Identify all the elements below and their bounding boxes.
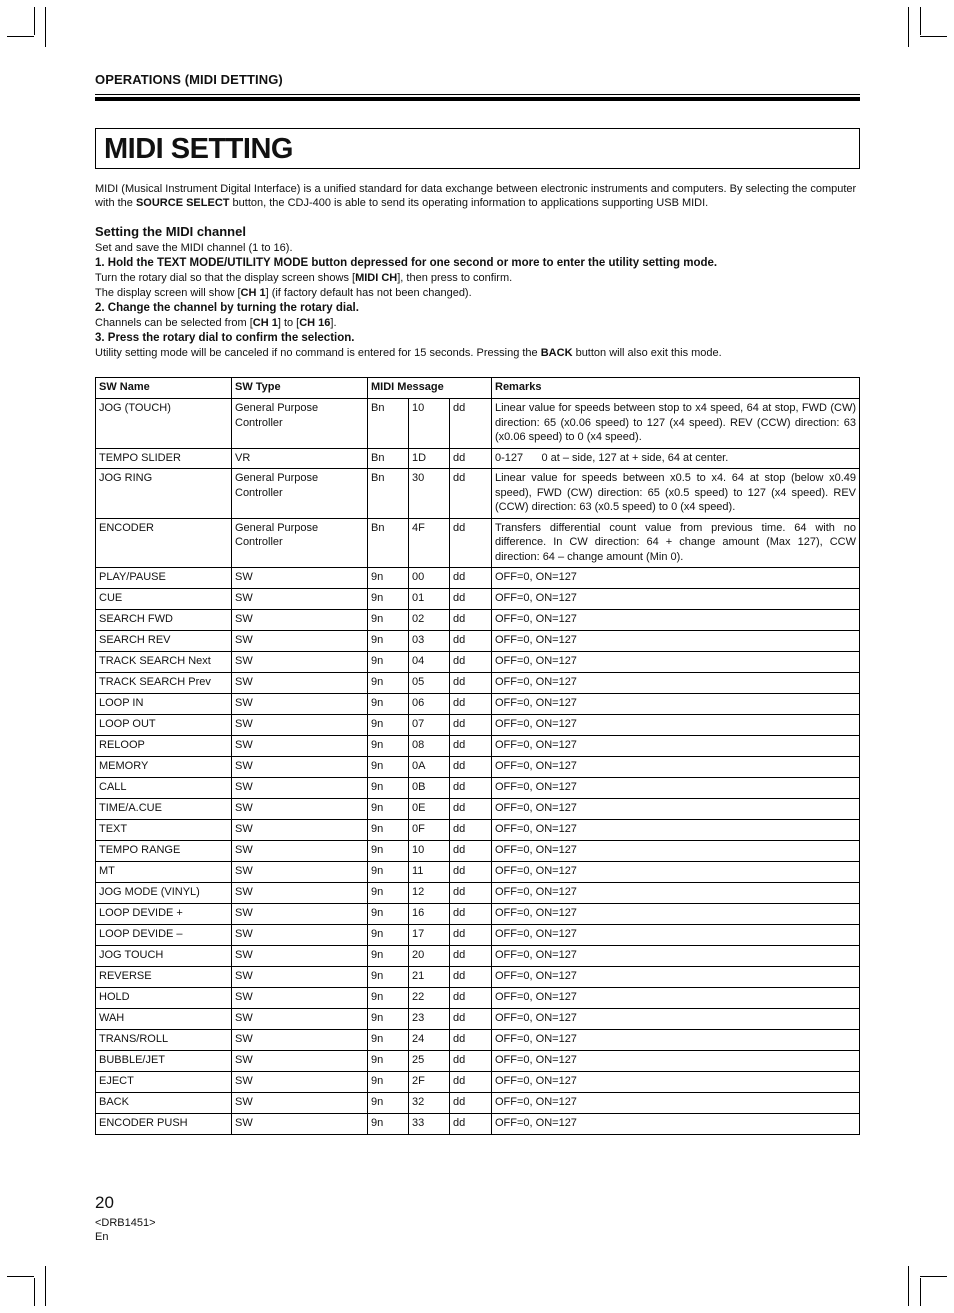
cell-sw-name: SEARCH FWD: [96, 610, 232, 631]
cell-midi-status: 9n: [368, 568, 409, 589]
cell-remarks: OFF=0, ON=127: [492, 1072, 860, 1093]
cell-midi-status: 9n: [368, 736, 409, 757]
step-3-text: Utility setting mode will be canceled if no command is entered for 15 seconds. Pressing the BACK button will also exit this mode.: [95, 347, 722, 359]
cell-midi-value: dd: [450, 715, 492, 736]
cell-sw-name: CALL: [96, 778, 232, 799]
cell-sw-name: HOLD: [96, 988, 232, 1009]
cell-midi-number: 24: [409, 1030, 450, 1051]
cell-midi-value: dd: [450, 967, 492, 988]
cell-sw-name: SEARCH REV: [96, 631, 232, 652]
table-row: [96, 518, 860, 568]
cell-remarks: OFF=0, ON=127: [492, 610, 860, 631]
table-row: [96, 757, 860, 778]
cell-remarks: OFF=0, ON=127: [492, 1051, 860, 1072]
table-row: [96, 568, 860, 589]
page-title-box: [95, 128, 860, 169]
cell-midi-value: dd: [450, 1114, 492, 1135]
cell-midi-status: 9n: [368, 946, 409, 967]
cell-midi-number: 06: [409, 694, 450, 715]
cell-midi-status: Bn: [368, 399, 409, 449]
table-row: [96, 715, 860, 736]
cell-midi-number: 2F: [409, 1072, 450, 1093]
cell-sw-type: SW: [232, 862, 368, 883]
cell-sw-type: SW: [232, 652, 368, 673]
cell-sw-name: LOOP IN: [96, 694, 232, 715]
cell-remarks: OFF=0, ON=127: [492, 1114, 860, 1135]
step-2-text: Channels can be selected from [CH 1] to [CH 16].: [95, 317, 337, 329]
cell-sw-type: SW: [232, 1072, 368, 1093]
cell-midi-value: dd: [450, 757, 492, 778]
cell-remarks: OFF=0, ON=127: [492, 988, 860, 1009]
subsection-intro: Set and save the MIDI channel (1 to 16).: [95, 242, 293, 254]
cell-sw-type: General Purpose Controller: [232, 518, 368, 568]
cell-remarks: OFF=0, ON=127: [492, 799, 860, 820]
table-row: [96, 1030, 860, 1051]
cell-midi-status: 9n: [368, 862, 409, 883]
cell-midi-status: 9n: [368, 1030, 409, 1051]
cell-sw-name: TEMPO RANGE: [96, 841, 232, 862]
cell-midi-value: dd: [450, 988, 492, 1009]
table-row: [96, 1009, 860, 1030]
cell-remarks: OFF=0, ON=127: [492, 589, 860, 610]
cell-midi-number: 25: [409, 1051, 450, 1072]
cell-remarks: OFF=0, ON=127: [492, 946, 860, 967]
table-row: [96, 589, 860, 610]
cell-midi-number: 1D: [409, 448, 450, 469]
document-code: <DRB1451> En: [95, 1217, 156, 1243]
cell-sw-type: SW: [232, 589, 368, 610]
cell-midi-value: dd: [450, 399, 492, 449]
cell-sw-name: PLAY/PAUSE: [96, 568, 232, 589]
cell-remarks: OFF=0, ON=127: [492, 1009, 860, 1030]
cell-sw-name: BACK: [96, 1093, 232, 1114]
table-row: [96, 904, 860, 925]
cell-sw-type: SW: [232, 904, 368, 925]
cell-midi-value: dd: [450, 1072, 492, 1093]
cell-midi-status: 9n: [368, 715, 409, 736]
cell-sw-type: SW: [232, 715, 368, 736]
cell-sw-type: VR: [232, 448, 368, 469]
cell-midi-value: dd: [450, 883, 492, 904]
cell-sw-type: SW: [232, 1114, 368, 1135]
cell-midi-number: 00: [409, 568, 450, 589]
instruction-steps: [95, 241, 861, 361]
cell-midi-number: 23: [409, 1009, 450, 1030]
cell-sw-name: MT: [96, 862, 232, 883]
cell-midi-number: 07: [409, 715, 450, 736]
cell-midi-value: dd: [450, 946, 492, 967]
cell-midi-status: Bn: [368, 469, 409, 519]
cell-sw-type: SW: [232, 946, 368, 967]
cell-sw-name: TRANS/ROLL: [96, 1030, 232, 1051]
cell-midi-value: dd: [450, 841, 492, 862]
cell-midi-value: dd: [450, 589, 492, 610]
cell-sw-type: SW: [232, 694, 368, 715]
table-row: [96, 988, 860, 1009]
table-row: [96, 652, 860, 673]
cell-sw-name: WAH: [96, 1009, 232, 1030]
cell-sw-name: RELOOP: [96, 736, 232, 757]
cell-sw-type: SW: [232, 988, 368, 1009]
page-number: 20: [95, 1193, 114, 1212]
cell-midi-number: 22: [409, 988, 450, 1009]
cell-midi-status: 9n: [368, 841, 409, 862]
cell-remarks: OFF=0, ON=127: [492, 1093, 860, 1114]
cell-midi-value: dd: [450, 652, 492, 673]
cell-midi-value: dd: [450, 925, 492, 946]
cell-midi-value: dd: [450, 1051, 492, 1072]
cell-midi-number: 32: [409, 1093, 450, 1114]
cell-midi-number: 33: [409, 1114, 450, 1135]
cell-midi-value: dd: [450, 518, 492, 568]
step-2-heading: 2. Change the channel by turning the rotary dial.: [95, 302, 359, 314]
table-row: [96, 862, 860, 883]
header-rule-thick: [95, 97, 860, 101]
header-midi-message: MIDI Message: [368, 378, 492, 399]
table-row: [96, 1072, 860, 1093]
table-row: [96, 448, 860, 469]
cell-midi-value: dd: [450, 568, 492, 589]
midi-message-table: [95, 377, 860, 1135]
table-row: [96, 673, 860, 694]
cell-sw-name: CUE: [96, 589, 232, 610]
section-label: OPERATIONS (MIDI DETTING): [95, 72, 283, 87]
cell-sw-type: SW: [232, 736, 368, 757]
cell-remarks: Linear value for speeds between stop to x4 speed, 64 at stop, FWD (CW) direction: 65 (x0.06 speed) to 127 (x4 speed). REV (CCW) direction: 63 (x0.06 speed) to 0 (x4 speed).: [492, 399, 860, 449]
header-sw-type: SW Type: [232, 378, 368, 399]
cell-midi-status: 9n: [368, 988, 409, 1009]
cell-midi-status: 9n: [368, 610, 409, 631]
cell-remarks: OFF=0, ON=127: [492, 841, 860, 862]
cell-remarks: Transfers differential count value from previous time. 64 with no difference. In CW direction: 64 + change amount (Max 127), CCW direction: 64 – change amount (Min 0).: [492, 518, 860, 568]
cell-sw-name: TEXT: [96, 820, 232, 841]
header-remarks: Remarks: [492, 378, 860, 399]
cell-midi-number: 0B: [409, 778, 450, 799]
header-rule: [95, 94, 860, 95]
table-row: [96, 1093, 860, 1114]
cell-midi-value: dd: [450, 610, 492, 631]
cell-sw-name: TRACK SEARCH Next: [96, 652, 232, 673]
cell-sw-name: JOG RING: [96, 469, 232, 519]
cell-sw-name: TRACK SEARCH Prev: [96, 673, 232, 694]
cell-midi-number: 0F: [409, 820, 450, 841]
cell-sw-type: SW: [232, 757, 368, 778]
cell-midi-number: 10: [409, 399, 450, 449]
table-row: [96, 694, 860, 715]
cell-sw-name: MEMORY: [96, 757, 232, 778]
cell-remarks: OFF=0, ON=127: [492, 883, 860, 904]
cell-midi-value: dd: [450, 1030, 492, 1051]
table-row: [96, 883, 860, 904]
page-title: MIDI SETTING: [104, 133, 293, 165]
cell-midi-value: dd: [450, 799, 492, 820]
cell-midi-status: 9n: [368, 967, 409, 988]
cell-midi-status: Bn: [368, 448, 409, 469]
table-row: [96, 1114, 860, 1135]
cell-midi-status: 9n: [368, 694, 409, 715]
cell-midi-number: 0A: [409, 757, 450, 778]
cell-sw-name: JOG MODE (VINYL): [96, 883, 232, 904]
cell-remarks: OFF=0, ON=127: [492, 694, 860, 715]
cell-midi-status: 9n: [368, 925, 409, 946]
cell-remarks: OFF=0, ON=127: [492, 1030, 860, 1051]
cell-midi-status: 9n: [368, 1093, 409, 1114]
table-row: [96, 631, 860, 652]
cell-remarks: OFF=0, ON=127: [492, 967, 860, 988]
cell-midi-status: 9n: [368, 883, 409, 904]
cell-remarks: OFF=0, ON=127: [492, 862, 860, 883]
cell-remarks: OFF=0, ON=127: [492, 631, 860, 652]
cell-midi-number: 20: [409, 946, 450, 967]
cell-midi-number: 0E: [409, 799, 450, 820]
cell-remarks: OFF=0, ON=127: [492, 568, 860, 589]
table-row: [96, 1051, 860, 1072]
table-row: [96, 778, 860, 799]
step-1-text-2: The display screen will show [CH 1] (if factory default has not been changed).: [95, 287, 472, 299]
cell-midi-number: 02: [409, 610, 450, 631]
cell-sw-type: SW: [232, 673, 368, 694]
cell-sw-type: SW: [232, 1051, 368, 1072]
cell-midi-number: 16: [409, 904, 450, 925]
header-sw-name: SW Name: [96, 378, 232, 399]
step-3-heading: 3. Press the rotary dial to confirm the selection.: [95, 332, 355, 344]
cell-sw-name: LOOP DEVIDE +: [96, 904, 232, 925]
cell-sw-type: SW: [232, 799, 368, 820]
cell-midi-number: 11: [409, 862, 450, 883]
cell-sw-name: TIME/A.CUE: [96, 799, 232, 820]
cell-midi-status: 9n: [368, 799, 409, 820]
cell-midi-number: 10: [409, 841, 450, 862]
cell-sw-name: ENCODER PUSH: [96, 1114, 232, 1135]
cell-remarks: OFF=0, ON=127: [492, 820, 860, 841]
table-row: [96, 967, 860, 988]
cell-midi-value: dd: [450, 631, 492, 652]
cell-remarks: OFF=0, ON=127: [492, 778, 860, 799]
table-row: [96, 925, 860, 946]
cell-sw-name: ENCODER: [96, 518, 232, 568]
cell-midi-status: 9n: [368, 1072, 409, 1093]
cell-sw-type: General Purpose Controller: [232, 469, 368, 519]
cell-sw-type: SW: [232, 1030, 368, 1051]
cell-midi-value: dd: [450, 862, 492, 883]
table-row: [96, 841, 860, 862]
cell-midi-value: dd: [450, 904, 492, 925]
cell-midi-status: 9n: [368, 1009, 409, 1030]
cell-sw-type: SW: [232, 841, 368, 862]
cell-sw-type: General Purpose Controller: [232, 399, 368, 449]
intro-paragraph: MIDI (Musical Instrument Digital Interface) is a unified standard for data exchange between electronic instruments and computers. By selecting the computer with the SOURCE SELECT button, the CDJ-400 is able to send its operating information to applications supporting USB MIDI.: [95, 183, 857, 209]
cell-sw-name: LOOP OUT: [96, 715, 232, 736]
cell-sw-name: JOG (TOUCH): [96, 399, 232, 449]
cell-remarks: OFF=0, ON=127: [492, 904, 860, 925]
cell-sw-type: SW: [232, 778, 368, 799]
cell-sw-type: SW: [232, 1093, 368, 1114]
cell-midi-number: 04: [409, 652, 450, 673]
cell-midi-status: 9n: [368, 1114, 409, 1135]
cell-midi-status: 9n: [368, 757, 409, 778]
cell-midi-status: 9n: [368, 631, 409, 652]
cell-remarks: Linear value for speeds between x0.5 to x4. 64 at stop (below x0.49 speed), FWD (CW) direction: 65 (x0.5 speed) to 127 (x4 speed). REV (CCW) direction: 63 (x0.5 speed) to 0 (x4 speed).: [492, 469, 860, 519]
cell-midi-value: dd: [450, 694, 492, 715]
cell-midi-number: 12: [409, 883, 450, 904]
cell-midi-value: dd: [450, 469, 492, 519]
cell-midi-value: dd: [450, 736, 492, 757]
cell-sw-name: REVERSE: [96, 967, 232, 988]
cell-remarks: 0-127 0 at – side, 127 at + side, 64 at center.: [492, 448, 860, 469]
cell-remarks: OFF=0, ON=127: [492, 715, 860, 736]
cell-sw-type: SW: [232, 610, 368, 631]
subsection-heading: Setting the MIDI channel: [95, 224, 246, 239]
cell-midi-status: 9n: [368, 673, 409, 694]
cell-sw-name: JOG TOUCH: [96, 946, 232, 967]
cell-remarks: OFF=0, ON=127: [492, 757, 860, 778]
cell-midi-status: 9n: [368, 778, 409, 799]
cell-midi-status: 9n: [368, 652, 409, 673]
cell-remarks: OFF=0, ON=127: [492, 736, 860, 757]
cell-midi-value: dd: [450, 673, 492, 694]
cell-remarks: OFF=0, ON=127: [492, 652, 860, 673]
table-row: [96, 610, 860, 631]
cell-sw-type: SW: [232, 925, 368, 946]
cell-midi-number: 08: [409, 736, 450, 757]
cell-midi-status: Bn: [368, 518, 409, 568]
table-row: [96, 820, 860, 841]
cell-sw-type: SW: [232, 967, 368, 988]
cell-remarks: OFF=0, ON=127: [492, 925, 860, 946]
table-row: [96, 469, 860, 519]
table-row: [96, 799, 860, 820]
cell-sw-name: EJECT: [96, 1072, 232, 1093]
cell-midi-status: 9n: [368, 820, 409, 841]
cell-sw-type: SW: [232, 631, 368, 652]
table-row: [96, 399, 860, 449]
table-row: [96, 736, 860, 757]
cell-midi-number: 03: [409, 631, 450, 652]
table-header-row: [96, 378, 860, 399]
cell-sw-type: SW: [232, 820, 368, 841]
cell-midi-status: 9n: [368, 589, 409, 610]
cell-sw-name: BUBBLE/JET: [96, 1051, 232, 1072]
step-1-text: Turn the rotary dial so that the display screen shows [MIDI CH], then press to confirm.: [95, 272, 513, 284]
cell-midi-value: dd: [450, 448, 492, 469]
cell-midi-number: 30: [409, 469, 450, 519]
cell-midi-number: 4F: [409, 518, 450, 568]
cell-sw-type: SW: [232, 883, 368, 904]
cell-midi-number: 21: [409, 967, 450, 988]
step-1-heading: 1. Hold the TEXT MODE/UTILITY MODE button depressed for one second or more to enter the utility setting mode.: [95, 257, 718, 269]
table-row: [96, 946, 860, 967]
language-code: En: [95, 1231, 109, 1243]
cell-midi-number: 01: [409, 589, 450, 610]
cell-midi-value: dd: [450, 1093, 492, 1114]
cell-sw-name: TEMPO SLIDER: [96, 448, 232, 469]
cell-midi-value: dd: [450, 1009, 492, 1030]
cell-midi-number: 17: [409, 925, 450, 946]
cell-sw-type: SW: [232, 568, 368, 589]
cell-remarks: OFF=0, ON=127: [492, 673, 860, 694]
cell-sw-type: SW: [232, 1009, 368, 1030]
cell-sw-name: LOOP DEVIDE –: [96, 925, 232, 946]
cell-midi-value: dd: [450, 778, 492, 799]
cell-midi-number: 05: [409, 673, 450, 694]
cell-midi-status: 9n: [368, 904, 409, 925]
cell-midi-value: dd: [450, 820, 492, 841]
cell-midi-status: 9n: [368, 1051, 409, 1072]
